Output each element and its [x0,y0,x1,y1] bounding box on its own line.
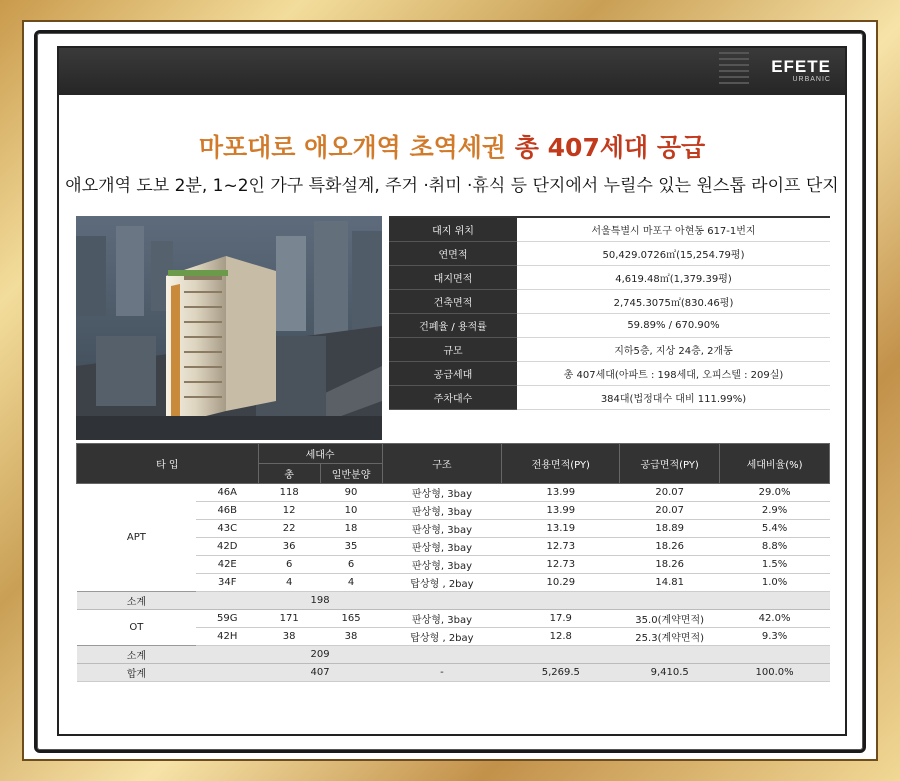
info-value: 59.89% / 670.90% [517,313,830,337]
unit-structure: 판상형, 3bay [382,538,502,556]
info-row [389,313,830,337]
table-row [77,610,830,628]
unit-total: 4 [258,574,320,592]
unit-ratio: 42.0% [720,610,830,628]
total-label: 합계 [77,664,197,682]
subtotal-value: 209 [258,646,382,664]
unit-supply-area: 18.26 [620,556,720,574]
header-exclusive-area: 전용면적(PY) [502,444,620,484]
info-value: 서울특별시 마포구 아현동 617-1번지 [517,217,830,241]
unit-ratio: 2.9% [720,502,830,520]
info-value: 384대(법정대수 대비 111.99%) [517,385,830,409]
unit-supply-area: 25.3(계약면적) [620,628,720,646]
table-row [77,484,830,502]
unit-type: 34F [196,574,258,592]
unit-general: 165 [320,610,382,628]
total-ratio: 100.0% [720,664,830,682]
unit-supply-area: 20.07 [620,484,720,502]
subtotal-blank [382,646,830,664]
info-row [389,241,830,265]
unit-type-table [76,443,830,682]
group-apt: APT [77,484,197,592]
unit-total: 171 [258,610,320,628]
unit-total: 12 [258,502,320,520]
unit-ratio: 1.0% [720,574,830,592]
header-total: 총 [258,464,320,484]
info-row [389,385,830,409]
unit-type: 42D [196,538,258,556]
unit-structure: 판상형, 3bay [382,484,502,502]
header-general: 일반분양 [320,464,382,484]
unit-exclusive-area: 17.9 [502,610,620,628]
unit-supply-area: 20.07 [620,502,720,520]
total-supply-area: 9,410.5 [620,664,720,682]
info-row [389,265,830,289]
unit-supply-area: 18.26 [620,538,720,556]
info-key: 건축면적 [389,289,517,313]
unit-ratio: 9.3% [720,628,830,646]
unit-type: 46B [196,502,258,520]
unit-general: 6 [320,556,382,574]
total-count: 407 [258,664,382,682]
unit-ratio: 1.5% [720,556,830,574]
header-households: 세대수 [258,444,382,464]
info-row [389,361,830,385]
brand-logo [771,58,831,84]
info-key: 주차대수 [389,385,517,409]
info-value: 총 407세대(아파트 : 198세대, 오피스텔 : 209실) [517,361,830,385]
header-ratio: 세대비율(%) [720,444,830,484]
headline-part2: 총 407세대 공급 [514,133,706,162]
apt-subtotal-row [77,592,830,610]
unit-ratio: 29.0% [720,484,830,502]
unit-structure: 판상형, 3bay [382,556,502,574]
total-spacer [196,664,258,682]
unit-exclusive-area: 13.99 [502,484,620,502]
header-structure: 구조 [382,444,502,484]
unit-type: 42H [196,628,258,646]
grand-total-row [77,664,830,682]
unit-general: 4 [320,574,382,592]
header-bar [59,48,845,95]
unit-structure: 판상형, 3bay [382,502,502,520]
subtotal-spacer [196,646,258,664]
header-type: 타 입 [77,444,259,484]
info-key: 대지 위치 [389,217,517,241]
total-exclusive-area: 5,269.5 [502,664,620,682]
info-key: 공급세대 [389,361,517,385]
unit-exclusive-area: 12.73 [502,556,620,574]
info-key: 건폐율 / 용적률 [389,313,517,337]
info-key: 연면적 [389,241,517,265]
info-value: 50,429.0726㎡(15,254.79평) [517,241,830,265]
unit-structure: 탑상형 , 2bay [382,628,502,646]
unit-general: 10 [320,502,382,520]
unit-structure: 판상형, 3bay [382,520,502,538]
brand-sub: URBANIC [792,76,831,83]
unit-supply-area: 35.0(계약면적) [620,610,720,628]
site-info-table [389,216,830,410]
total-structure: - [382,664,502,682]
unit-type: 42E [196,556,258,574]
unit-total: 22 [258,520,320,538]
brochure-card [57,46,847,736]
unit-type: 59G [196,610,258,628]
unit-exclusive-area: 13.99 [502,502,620,520]
headline [59,128,845,164]
unit-total: 36 [258,538,320,556]
subline: 애오개역 도보 2분, 1~2인 가구 특화설계, 주거 ·취미 ·휴식 등 단지에서 누릴수 있는 원스톱 라이프 단지 [65,176,839,196]
unit-total: 118 [258,484,320,502]
info-value: 2,745.3075㎡(830.46평) [517,289,830,313]
unit-supply-area: 18.89 [620,520,720,538]
info-key: 규모 [389,337,517,361]
unit-ratio: 5.4% [720,520,830,538]
unit-structure: 탑상형 , 2bay [382,574,502,592]
unit-supply-area: 14.81 [620,574,720,592]
unit-general: 35 [320,538,382,556]
ot-subtotal-row [77,646,830,664]
unit-exclusive-area: 10.29 [502,574,620,592]
info-value: 지하5층, 지상 24층, 2개동 [517,337,830,361]
subtotal-spacer [196,592,258,610]
info-row [389,217,830,241]
unit-type: 46A [196,484,258,502]
unit-ratio: 8.8% [720,538,830,556]
brand-name: EFETE [771,57,831,76]
unit-type: 43C [196,520,258,538]
unit-structure: 판상형, 3bay [382,610,502,628]
subtotal-value: 198 [258,592,382,610]
subtotal-blank [382,592,830,610]
info-row [389,337,830,361]
group-ot: OT [77,610,197,646]
subtotal-label: 소계 [77,592,197,610]
headline-part1: 마포대로 애오개역 초역세권 [198,133,507,162]
unit-general: 38 [320,628,382,646]
unit-exclusive-area: 13.19 [502,520,620,538]
header-stripes [719,48,749,95]
info-value: 4,619.48㎡(1,379.39평) [517,265,830,289]
subtotal-label: 소계 [77,646,197,664]
header-supply-area: 공급면적(PY) [620,444,720,484]
unit-exclusive-area: 12.73 [502,538,620,556]
unit-total: 38 [258,628,320,646]
unit-exclusive-area: 12.8 [502,628,620,646]
building-rendering-image [76,216,382,440]
unit-general: 18 [320,520,382,538]
unit-total: 6 [258,556,320,574]
info-key: 대지면적 [389,265,517,289]
info-row [389,289,830,313]
unit-general: 90 [320,484,382,502]
